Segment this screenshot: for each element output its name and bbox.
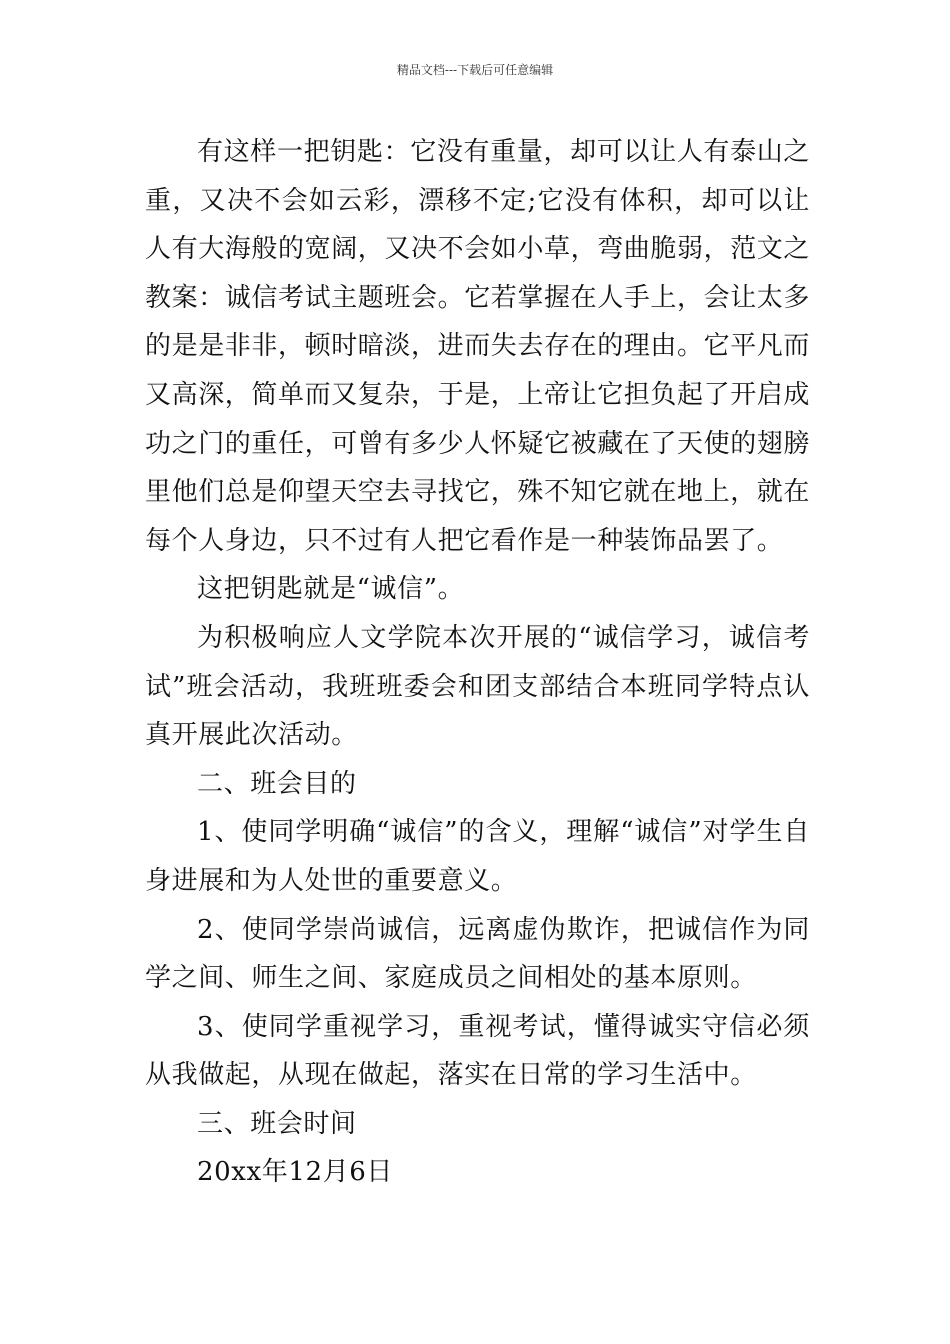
section-heading-purpose: 二、班会目的 — [197, 768, 357, 799]
paragraph-activity: 为积极响应人文学院本次开展的“诚信学习，诚信考试”班会活动，我班班委会和团支部结合本班同学特点认真开展此次活动。 — [145, 622, 810, 751]
paragraph-key-is-integrity: 这把钥匙就是“诚信”。 — [197, 574, 465, 605]
page-header: 精品文档---下载后可任意编辑 — [396, 63, 554, 77]
section-heading-time: 三、班会时间 — [197, 1108, 357, 1139]
purpose-item-3: 3、使同学重视学习，重视考试，懂得诚实守信必须从我做起，从现在做起，落实在日常的学习生活中。 — [145, 1011, 810, 1091]
purpose-item-1: 1、使同学明确“诚信”的含义，理解“诚信”对学生自身进展和为人处世的重要意义。 — [145, 817, 810, 896]
purpose-item-2: 2、使同学崇尚诚信，远离虚伪欺诈，把诚信作为同学之间、师生之间、家庭成员之间相处的基本原则。 — [145, 914, 810, 994]
meeting-date: 20xx年12月6日 — [197, 1157, 394, 1188]
document-body — [145, 128, 810, 1197]
paragraph-intro: 有这样一把钥匙：它没有重量，却可以让人有泰山之重，又决不会如云彩，漂移不定;它没有体积，却可以让人有大海般的宽阔，又决不会如小草，弯曲脆弱，范文之教案：诚信考试主题班会。它若掌握在人手上，会让太多的是是非非，顿时暗淡，进而失去存在的理由。它平凡而又高深，简单而又复杂，于是，上帝让它担负起了开启成功之门的重任，可曾有多少人怀疑它被藏在了天使的翅膀里他们总是仰望天空去寻找它，殊不知它就在地上，就在每个人身边，只不过有人把它看作是一种装饰品罢了。 — [145, 137, 811, 556]
